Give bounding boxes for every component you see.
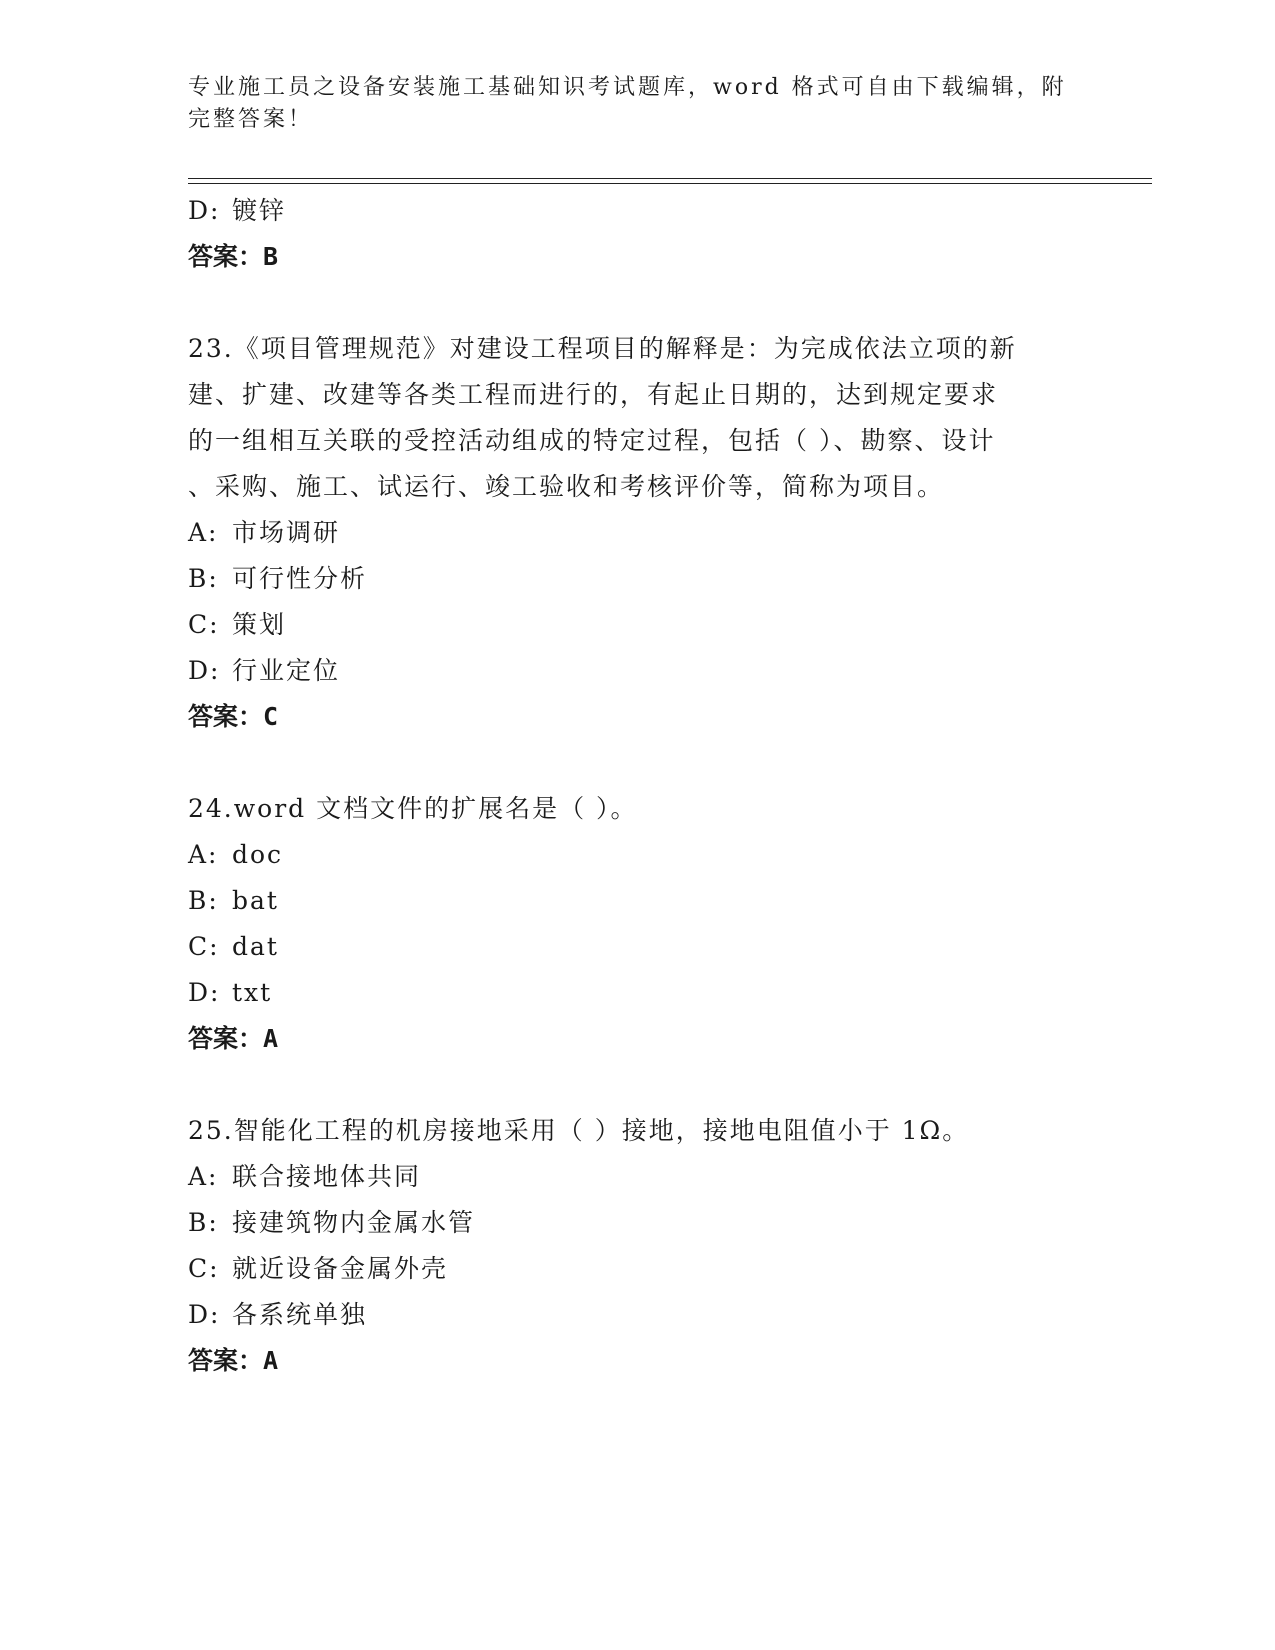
option-label: A:	[188, 518, 219, 547]
option-d	[188, 188, 1088, 234]
option-c	[188, 602, 1088, 648]
stem-line: 建、扩建、改建等各类工程而进行的，有起止日期的，达到规定要求	[188, 380, 999, 409]
option-c	[188, 924, 1088, 970]
answer-line: 答案：A	[188, 1346, 279, 1375]
document-header	[188, 72, 1078, 136]
option-b	[188, 878, 1088, 924]
option-label: D:	[188, 1300, 221, 1329]
option-text: txt	[232, 978, 273, 1007]
answer-line: 答案：A	[188, 1024, 279, 1053]
option-c	[188, 1246, 1088, 1292]
option-label: B:	[188, 564, 219, 593]
answer-line: 答案：B	[188, 242, 279, 271]
option-b	[188, 1200, 1088, 1246]
option-d	[188, 648, 1088, 694]
option-text: bat	[232, 886, 279, 915]
option-label: B:	[188, 886, 219, 915]
option-text: 可行性分析	[232, 564, 368, 593]
answer-line: 答案：C	[188, 702, 279, 731]
option-text: dat	[232, 932, 279, 961]
option-text: 就近设备金属外壳	[232, 1254, 449, 1283]
stem-line: 的一组相互关联的受控活动组成的特定过程，包括（ ）、勘察、设计	[188, 426, 996, 455]
option-text: doc	[232, 840, 284, 869]
option-b	[188, 556, 1088, 602]
option-label: D:	[188, 196, 221, 225]
option-text: 策划	[232, 610, 287, 639]
option-label: A:	[188, 1162, 219, 1191]
option-d	[188, 1292, 1088, 1338]
option-label: C:	[188, 932, 220, 961]
option-a	[188, 832, 1088, 878]
option-text: 市场调研	[232, 518, 341, 547]
option-text: 镀锌	[232, 196, 287, 225]
stem-line: 24.word 文档文件的扩展名是（ ）。	[188, 794, 638, 823]
option-text: 接建筑物内金属水管	[232, 1208, 476, 1237]
option-label: C:	[188, 610, 220, 639]
question-25	[188, 1108, 1088, 1384]
stem-line: 25.智能化工程的机房接地采用（ ）接地，接地电阻值小于 1Ω。	[188, 1116, 970, 1145]
option-text: 各系统单独	[232, 1300, 368, 1329]
option-a	[188, 1154, 1088, 1200]
option-label: C:	[188, 1254, 220, 1283]
option-label: A:	[188, 840, 219, 869]
header-rule-bottom	[188, 183, 1152, 184]
question-stem	[188, 786, 1088, 832]
option-label: D:	[188, 978, 221, 1007]
option-label: B:	[188, 1208, 219, 1237]
stem-line: 、采购、施工、试运行、竣工验收和考核评价等，简称为项目。	[188, 472, 945, 501]
option-label: D:	[188, 656, 221, 685]
document-body	[188, 188, 1088, 1384]
option-text: 联合接地体共同	[232, 1162, 422, 1191]
option-a	[188, 510, 1088, 556]
question-stem	[188, 1108, 1088, 1154]
option-d	[188, 970, 1088, 1016]
question-stem	[188, 326, 1088, 510]
question-23	[188, 326, 1088, 740]
previous-question-tail	[188, 188, 1088, 280]
header-rule-top	[188, 178, 1152, 179]
question-24	[188, 786, 1088, 1062]
header-title: 专业施工员之设备安装施工基础知识考试题库，word 格式可自由下载编辑，附完整答案！	[188, 75, 1067, 132]
stem-line: 23.《项目管理规范》对建设工程项目的解释是：为完成依法立项的新	[188, 334, 1017, 363]
option-text: 行业定位	[232, 656, 341, 685]
